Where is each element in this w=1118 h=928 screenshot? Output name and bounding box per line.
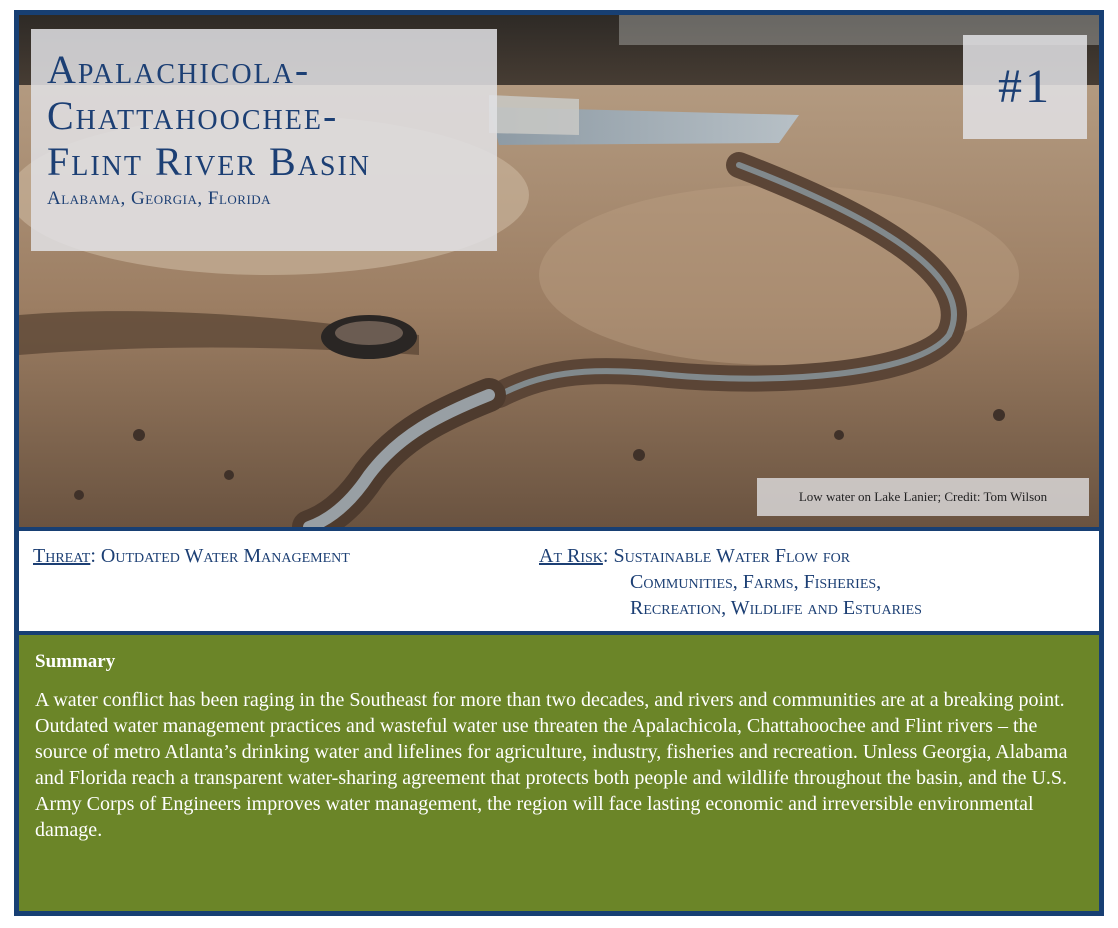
- page-frame: [14, 10, 1104, 916]
- at-risk-line-1: Sustainable Water Flow for: [613, 545, 851, 567]
- at-risk-label: At Risk: [539, 545, 603, 567]
- photo-credit: Low water on Lake Lanier; Credit: Tom Wilson: [757, 478, 1089, 516]
- title-states: Alabama, Georgia, Florida: [47, 188, 272, 209]
- title-line-1: Apalachicola-: [47, 47, 311, 92]
- summary-heading: Summary: [35, 651, 116, 672]
- lake-lanier-photo: [19, 15, 1099, 527]
- summary-body: A water conflict has been raging in the Southeast for more than two decades, and rivers and communities are at a breaking point. Outdated water management practices and wasteful water use threaten the Apalachicola, Chattahoochee and Flint rivers – the source of metro Atlanta’s drinking water and lifelines for agriculture, industry, fisheries and recreation. Unless Georgia, Alabama and Florida reach a transparent water-sharing agreement that protects both people and wildlife throughout the basin, and the U.S. Army Corps of Engineers improves water management, the region will face lasting economic and irreversible environmental damage.: [35, 689, 1068, 841]
- threat-value: Outdated Water Management: [100, 545, 350, 567]
- rank-badge: #1: [963, 35, 1087, 139]
- threat-label: Threat: [33, 545, 91, 567]
- at-risk-line-2: Communities, Farms, Fisheries,: [630, 571, 882, 593]
- at-risk-continued: [630, 569, 922, 621]
- title-line-2: Chattahoochee-: [47, 93, 339, 138]
- threat-risk-band: [19, 527, 1099, 635]
- summary-section: [19, 635, 1099, 911]
- threat: Threat: Outdated Water Management: [33, 545, 350, 567]
- at-risk: At Risk: Sustainable Water Flow for: [539, 545, 851, 567]
- at-risk-line-3: Recreation, Wildlife and Estuaries: [630, 597, 922, 619]
- title-line-3: Flint River Basin: [47, 139, 372, 184]
- title-box: [31, 29, 497, 251]
